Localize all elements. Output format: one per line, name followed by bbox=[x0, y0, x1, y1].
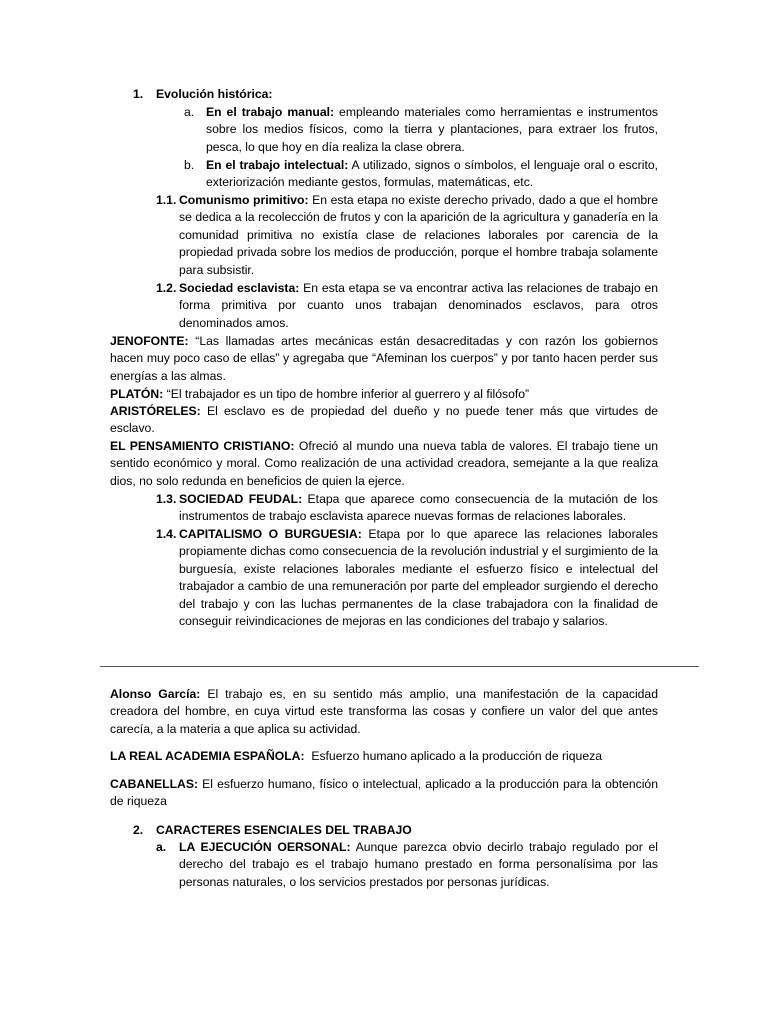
cristiano-text: Ofreció al mundo una nueva tabla de valores. El trabajo tiene un sentido económico y moral. Como realización de una actividad creadora, semejante a la que realiza dios, no solo redunda en beneficios de quien la ejerce. bbox=[110, 439, 658, 488]
section-1-heading bbox=[156, 86, 656, 103]
section-2-number: 2. bbox=[133, 823, 144, 837]
section-1-4-label: CAPITALISMO O BURGUESIA: bbox=[179, 527, 362, 541]
jenofonte-paragraph bbox=[110, 333, 658, 385]
cabanellas-paragraph bbox=[110, 776, 658, 811]
section-1-2-paragraph bbox=[179, 280, 658, 332]
jenofonte-text: “Las llamadas artes mecánicas están desacreditadas y con razón los gobiernos hacen muy poco caso de ellas” y agregaba que “Afeminan los cuerpos” y por tanto hacen perder sus energías a las almas. bbox=[110, 334, 658, 383]
section-1-1-label: Comunismo primitivo: bbox=[179, 193, 309, 207]
cristiano-label: EL PENSAMIENTO CRISTIANO: bbox=[110, 439, 295, 453]
rae-paragraph bbox=[110, 748, 658, 765]
section-1-1-text: En esta etapa no existe derecho privado, dado a que el hombre se dedica a la recolección de frutos y con la aparición de la agricultura y ganadería en la comunidad primitiva no existía clase de relaciones laborales por carencia de la propiedad privada sobre los medios de producción, porque el hombre trabaja solamente para subsistir. bbox=[179, 193, 659, 277]
section-1-3-number: 1.3. bbox=[156, 492, 177, 506]
section-1-3-text: Etapa que aparece como consecuencia de la mutación de los instrumentos de trabajo esclavista aparece nuevas formas de relaciones laborales. bbox=[179, 492, 658, 524]
section-1-number: 1. bbox=[133, 87, 144, 101]
section-2-a-paragraph bbox=[179, 839, 658, 891]
rae-label: LA REAL ACADEMIA ESPAÑOLA: bbox=[110, 749, 305, 763]
section-1-3-paragraph bbox=[179, 491, 658, 526]
section-1-title: Evolución histórica: bbox=[156, 87, 273, 101]
cristiano-paragraph bbox=[110, 438, 658, 490]
jenofonte-label: JENOFONTE: bbox=[110, 334, 189, 348]
item-b-label: En el trabajo intelectual: bbox=[206, 158, 349, 172]
section-1-1-paragraph bbox=[179, 192, 658, 279]
section-2-a-label: LA EJECUCIÓN OERSONAL: bbox=[179, 840, 351, 854]
item-a-label: En el trabajo manual: bbox=[206, 105, 335, 119]
cabanellas-label: CABANELLAS: bbox=[110, 777, 199, 791]
section-1-2-label: Sociedad esclavista: bbox=[179, 281, 300, 295]
section-1-2-text: En esta etapa se va encontrar activa las relaciones de trabajo en forma primitiva por cuanto unos trabajan denominados esclavos, para otros denominados amos. bbox=[179, 281, 658, 330]
section-1-1-number: 1.1. bbox=[156, 193, 177, 207]
aristoreles-paragraph bbox=[110, 403, 658, 438]
section-2-title: CARACTERES ESENCIALES DEL TRABAJO bbox=[156, 823, 412, 837]
section-1-4-number: 1.4. bbox=[156, 527, 177, 541]
section-1-2-number: 1.2. bbox=[156, 281, 177, 295]
item-a-text: empleando materiales como herramientas e instrumentos sobre los medios físicos, como la tierra y plantaciones, para extraer los frutos, pesca, lo que hoy en día realiza la clase obrera. bbox=[206, 105, 658, 154]
horizontal-divider bbox=[100, 666, 699, 667]
section-1-4-paragraph bbox=[179, 526, 658, 630]
aristoreles-text: El esclavo es de propiedad del dueño y no puede tener más que virtudes de esclavo. bbox=[110, 404, 658, 436]
platon-text: “El trabajador es un tipo de hombre inferior al guerrero y al filósofo” bbox=[163, 387, 530, 401]
alonso-paragraph bbox=[110, 686, 658, 738]
item-a-letter: a. bbox=[184, 105, 195, 119]
section-2-heading bbox=[156, 822, 656, 839]
item-b-text: A utilizado, signos o símbolos, el lenguaje oral o escrito, exteriorización mediante gestos, formulas, matemáticas, etc. bbox=[206, 158, 658, 190]
platon-paragraph bbox=[110, 386, 658, 403]
platon-label: PLATÓN: bbox=[110, 387, 164, 401]
section-1-3-label: SOCIEDAD FEUDAL: bbox=[179, 492, 303, 506]
cabanellas-text: El esfuerzo humano, físico o intelectual, aplicado a la producción para la obtención de riqueza bbox=[110, 777, 658, 809]
section-2-a-text: Aunque parezca obvio decirlo trabajo regulado por el derecho del trabajo es el trabajo humano prestado en forma personalísima por las personas naturales, o los servicios prestados por personas jurídicas. bbox=[179, 840, 658, 889]
item-b-letter: b. bbox=[184, 158, 195, 172]
aristoreles-label: ARISTÓRELES: bbox=[110, 404, 201, 418]
alonso-text: El trabajo es, en su sentido más amplio, una manifestación de la capacidad creadora del hombre, en cuya virtud este transforma las cosas y confiere un valor del que antes carecía, a la materia a que aplica su actividad. bbox=[110, 687, 658, 736]
item-b-paragraph bbox=[206, 157, 658, 192]
rae-text: Esfuerzo humano aplicado a la producción de riqueza bbox=[304, 749, 602, 763]
section-1-4-text: Etapa por lo que aparece las relaciones laborales propiamente dichas como consecuencia de la revolución industrial y el surgimiento de la burguesía, existe relaciones laborales mediante el esfuerzo físico e intelectual del trabajador a cambio de una remuneración por parte del empleador surgiendo el derecho del trabajo y con las luchas permanentes de la clase trabajadora con la finalidad de conseguir reivindicaciones de mejoras en las condiciones del trabajo y salarios. bbox=[179, 527, 658, 629]
item-a-paragraph bbox=[206, 104, 658, 156]
alonso-label: Alonso García: bbox=[110, 687, 201, 701]
section-2-a-letter: a. bbox=[156, 840, 167, 854]
